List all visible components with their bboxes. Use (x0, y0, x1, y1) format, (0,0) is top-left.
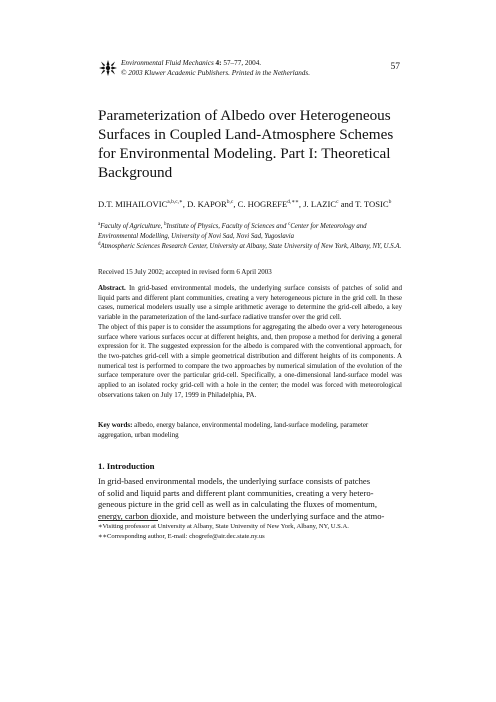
abstract-text: In grid-based environmental models, the underlying surface consists of patches of solid and liquid parts and different plant communities, creating a very heterogeneous picture in the grid cell. In these cases, numerical modelers usually use a simple arithmetic average to determine the grid-cell albedo, a key variable in the parameterization of the land-surface radiative transfer over the grid cell. (98, 284, 402, 322)
author-name: , C. HOGREFE (233, 199, 288, 209)
publisher-logo-icon (98, 59, 118, 77)
footnote-2: ∗∗Corresponding author, E-mail: chogrefe@air.dec.state.ny.us (98, 532, 265, 540)
keywords-label: Key words: (98, 421, 133, 429)
affiliation-line-1 (98, 222, 408, 242)
journal-name: Environmental Fluid Mechanics (121, 59, 214, 67)
page-number: 57 (390, 62, 400, 72)
journal-line-1 (121, 58, 310, 68)
author-name: and T. TOSIC (338, 199, 389, 209)
abstract-paragraph-2: The object of this paper is to consider the assumptions for aggregating the albedo over a very heterogeneous surface where various surfaces occur at different heights, and, then propose a method for deriving a general expression for it. The suggested expression for the albedo is compared with the conventional approach, for the two-patches grid-cell with a simple geometrical distribution and different heights of its components. A numerical test is performed to compare the two approaches by numerical simulation of the evolution of the surface temperature over the particular grid-cell. Specifically, a one-dimensional land-surface model was applied to an isolated rocky grid-cell with a hole in the center; the model was forced with meteorological observations taken on July 17, 1999 in Philadelphia, PA. (98, 322, 402, 399)
affiliation-line-2 (98, 242, 408, 252)
body-line: of solid and liquid parts and different plant communities, creating a very hetero- (98, 487, 374, 498)
abstract-paragraph-1 (98, 284, 402, 323)
keywords-text: albedo, energy balance, environmental modeling, land-surface modeling, parameter aggregation, urban modeling (98, 421, 369, 439)
author-name: D.T. MIHAILOVIC (98, 199, 168, 209)
author-sup: b,c (226, 199, 234, 205)
footnote-rule (98, 520, 158, 521)
journal-pages: 57–77, 2004. (221, 59, 262, 67)
affil-sup: a (98, 222, 101, 227)
author-sup: d,∗∗ (287, 199, 299, 205)
paper-title: Parameterization of Albedo over Heterogeneous Surfaces in Coupled Land-Atmosphere Schemes for Environmental Modeling. Part I: Theoretical Background (98, 107, 394, 181)
footnote-1: ∗Visiting professor at University at Albany, State University of New York, Albany, NY, U.S.A. (98, 523, 349, 530)
abstract-label: Abstract. (98, 284, 126, 292)
affil-text: Faculty of Agriculture, (100, 223, 165, 230)
author-name: , J. LAZIC (298, 199, 337, 209)
affil-sup: d (98, 242, 101, 247)
footnotes (98, 522, 408, 541)
introduction-text (98, 476, 402, 522)
author-sup: c (336, 199, 339, 205)
received-dates: Received 15 July 2002; accepted in revised form 6 April 2003 (98, 268, 272, 276)
affiliations (98, 222, 408, 252)
author-list (98, 199, 408, 210)
body-line: energy, carbon dioxide, and moisture between the underlying surface and the atmo- (98, 510, 385, 521)
author-name: , D. KAPOR (182, 199, 227, 209)
affil-sup: b (164, 222, 167, 227)
affil-text: Atmospheric Sciences Research Center, University at Albany, State University of New York, Albany, NY, U.S.A. (100, 243, 402, 250)
journal-info (121, 58, 310, 78)
body-line: In grid-based environmental models, the underlying surface consists of patches (98, 476, 371, 486)
abstract (98, 284, 402, 400)
affil-sup: c (288, 222, 291, 227)
affil-text: Institute of Physics, Faculty of Sciences and (166, 223, 289, 230)
affil-text: Center for Meteorology and Environmental Modelling, University of Novi Sad, Novi Sad, Yugoslavia (98, 223, 367, 240)
body-line: geneous picture in the grid cell as well as in calculating the fluxes of momentum, (98, 499, 377, 510)
author-sup: a,b,c,∗ (167, 199, 183, 205)
copyright-line: © 2003 Kluwer Academic Publishers. Printed in the Netherlands. (121, 69, 310, 77)
keywords (98, 421, 402, 440)
author-sup: b (388, 199, 392, 205)
journal-volume: 4: (215, 59, 222, 67)
section-heading: 1. Introduction (98, 461, 155, 471)
